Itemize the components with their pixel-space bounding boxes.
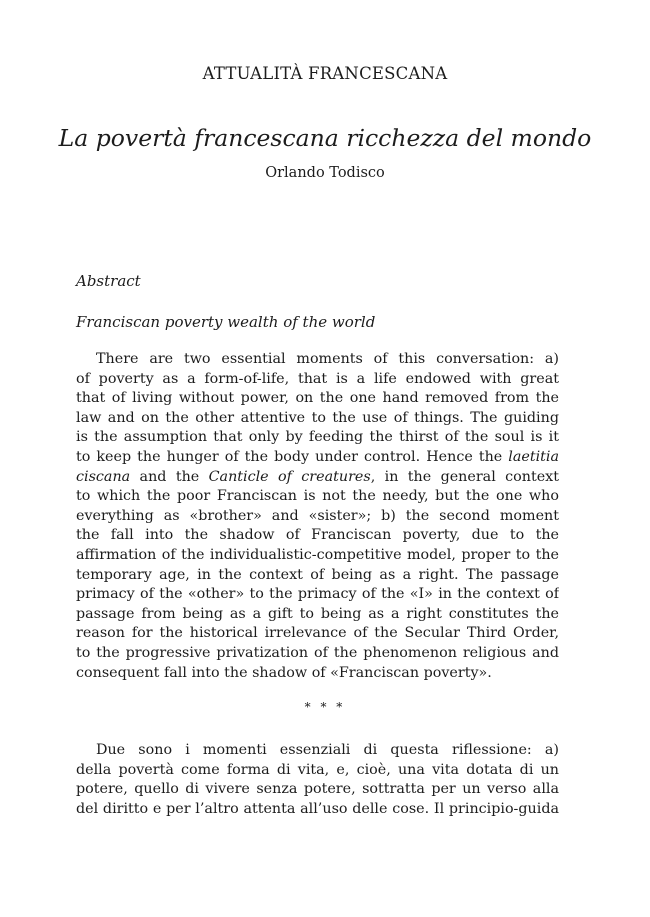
body-line: potere, quello di vivere senza potere, sottratta per un verso alla bbox=[76, 781, 559, 798]
abstract-line: to which the poor Franciscan is not the needy, but the one who bbox=[76, 488, 559, 505]
abstract-paragraph bbox=[76, 350, 559, 683]
body-line: del diritto e per l’altro attenta all’uso delle cose. Il principio-guida bbox=[76, 800, 559, 817]
abstract-italic-term: Canticle of creatures bbox=[208, 468, 371, 485]
abstract-line: consequent fall into the shadow of «Franciscan poverty». bbox=[76, 664, 492, 681]
section-separator: * * * bbox=[304, 700, 346, 714]
article-author: Orlando Todisco bbox=[265, 165, 385, 181]
abstract-line: everything as «brother» and «sister»; b) the second moment bbox=[76, 507, 559, 524]
abstract-line: to keep the hunger of the body under control. Hence the laetitia bbox=[76, 448, 559, 468]
body-line: della povertà come forma di vita, e, cioè, una vita dotata di un bbox=[76, 761, 559, 778]
abstract-label: Abstract bbox=[76, 272, 141, 290]
abstract-line: ciscana and the Canticle of creatures, in the general context bbox=[76, 468, 559, 485]
abstract-line: of poverty as a form-of-life, that is a life endowed with great bbox=[76, 370, 559, 387]
abstract-line: affirmation of the individualistic-competitive model, proper to the bbox=[76, 546, 559, 563]
abstract-line: primacy of the «other» to the primacy of the «I» in the context of bbox=[76, 586, 559, 603]
abstract-line: is the assumption that only by feeding the thirst of the soul is it bbox=[76, 429, 559, 446]
abstract-line: to the progressive privatization of the phenomenon religious and bbox=[76, 644, 559, 661]
article-title: La povertà francescana ricchezza del mondo bbox=[58, 124, 592, 152]
abstract-line: There are two essential moments of this conversation: a) bbox=[96, 351, 559, 367]
abstract-line: that of living without power, on the one hand removed from the bbox=[76, 390, 559, 407]
abstract-subtitle: Franciscan poverty wealth of the world bbox=[76, 313, 376, 331]
abstract-line: reason for the historical irrelevance of the Secular Third Order, bbox=[76, 625, 559, 642]
abstract-line: the fall into the shadow of Franciscan poverty, due to the bbox=[76, 527, 559, 544]
abstract-line: passage from being as a gift to being as a right constitutes the bbox=[76, 605, 559, 622]
section-heading: ATTUALITÀ FRANCESCANA bbox=[202, 64, 448, 83]
abstract-line: law and on the other attentive to the use of things. The guiding bbox=[76, 409, 559, 426]
abstract-line: temporary age, in the context of being as a right. The passage bbox=[76, 566, 559, 583]
body-line: Due sono i momenti essenziali di questa riflessione: a) bbox=[96, 742, 559, 758]
abstract-italic-term: laetitia bbox=[508, 448, 559, 465]
body-paragraph bbox=[76, 741, 559, 819]
